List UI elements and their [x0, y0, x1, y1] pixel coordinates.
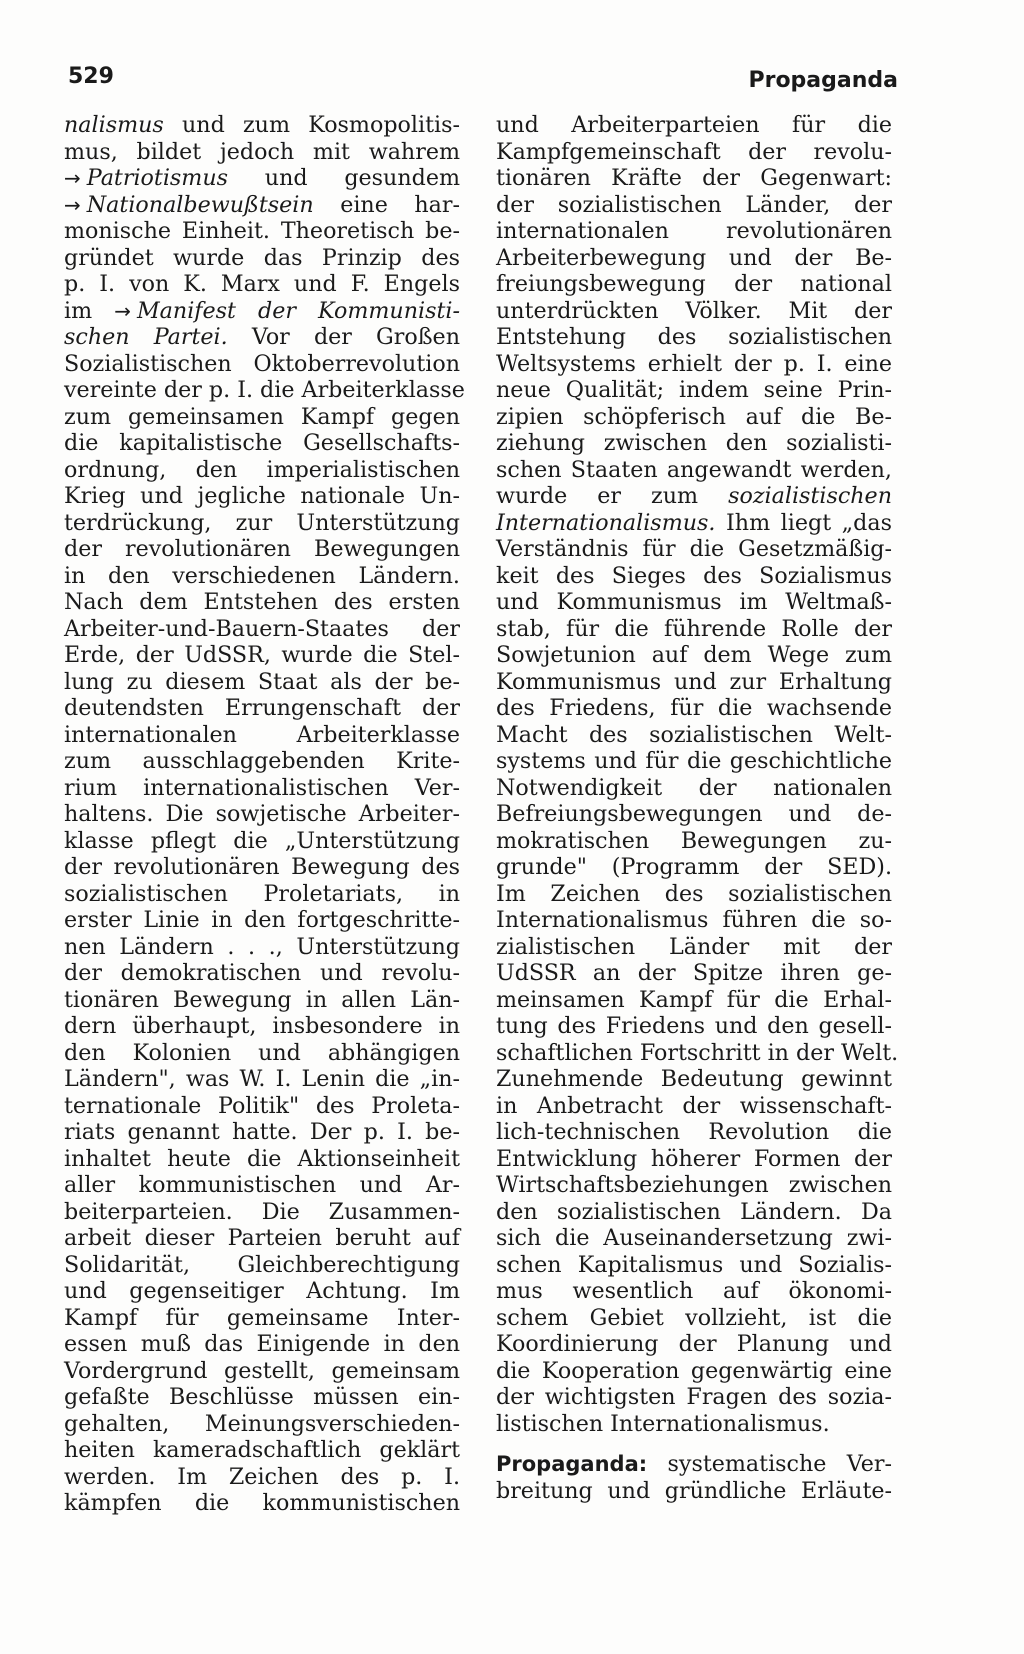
text-line: Macht des sozialistischen Welt-	[496, 721, 892, 748]
text-line: tionären Kräfte der Gegenwart:	[496, 165, 892, 191]
text-line: mus, bildet jedoch mit wahrem	[64, 138, 460, 165]
text-line: stab, für die führende Rolle der	[496, 615, 892, 642]
text-line: und Arbeiterparteien für die	[496, 112, 892, 138]
text-line: internationalen Arbeiterklasse	[64, 721, 460, 748]
text-line: erster Linie in den fortgeschritte-	[64, 907, 460, 933]
entry-headword: Propaganda:	[496, 1452, 648, 1476]
text-line: Wirtschaftsbeziehungen zwischen	[496, 1172, 892, 1198]
page-number: 529	[68, 64, 114, 89]
text-line: Arbeiterbewegung und der Be-	[496, 244, 892, 271]
text-line: ziehung zwischen den sozialisti-	[496, 430, 892, 456]
text-line: → Nationalbewußtsein eine har-	[64, 191, 460, 218]
arrow-right-icon: →	[114, 298, 131, 323]
text-line: Zunehmende Bedeutung gewinnt	[496, 1066, 892, 1092]
text-line: der wichtigsten Fragen des sozia-	[496, 1384, 892, 1410]
text-line: Im Zeichen des sozialistischen	[496, 880, 892, 907]
text-line: Internationalismus führen die so-	[496, 907, 892, 933]
cross-reference: Nationalbewußtsein	[86, 191, 314, 218]
text-line: gründet wurde das Prinzip des	[64, 244, 460, 271]
entry-line: Propaganda: systematische Ver-	[496, 1451, 892, 1477]
text-line: zipien schöpferisch auf die Be-	[496, 403, 892, 430]
text-line: werden. Im Zeichen des p. I.	[64, 1463, 460, 1490]
text-line: Kampf für gemeinsame Inter-	[64, 1304, 460, 1331]
left-column	[64, 112, 465, 1517]
text-line: schen Partei. Vor der Großen	[64, 324, 460, 350]
text-line: neue Qualität; indem seine Prin-	[496, 377, 892, 403]
text-line: systems und für die geschichtliche	[496, 748, 892, 774]
text-line: Notwendigkeit der nationalen	[496, 774, 892, 801]
text-line: zum gemeinsamen Kampf gegen	[64, 403, 460, 430]
text-line: des Friedens, für die wachsende	[496, 695, 892, 721]
text-line: haltens. Die sowjetische Arbeiter-	[64, 801, 460, 827]
text-line: ordnung, den imperialistischen	[64, 456, 460, 483]
right-column	[496, 112, 899, 1504]
text-line: p. I. von K. Marx und F. Engels	[64, 271, 460, 297]
text-line: gefaßte Beschlüsse müssen ein-	[64, 1384, 460, 1410]
text-line: zialistischen Länder mit der	[496, 933, 892, 960]
text-line: listischen Internationalismus.	[496, 1410, 830, 1437]
paragraph-spacer	[496, 1437, 892, 1451]
text-line: vereinte der p. I. die Arbeiterklasse	[64, 377, 465, 403]
text-line: Sowjetunion auf dem Wege zum	[496, 642, 892, 668]
text-line: Sozialistischen Oktoberrevolution	[64, 350, 460, 377]
text-line: Internationalismus. Ihm liegt „das	[496, 509, 892, 536]
text-line: den Kolonien und abhängigen	[64, 1039, 460, 1066]
italic-term: sozialistischen	[728, 483, 892, 509]
text-line: in Anbetracht der wissenschaft-	[496, 1092, 892, 1119]
text-line: dern überhaupt, insbesondere in	[64, 1013, 460, 1039]
cross-reference: Manifest der Kommunisti-	[136, 297, 460, 324]
text-line: Kampfgemeinschaft der revolu-	[496, 138, 892, 165]
text-line: schaftlichen Fortschritt in der Welt.	[496, 1039, 899, 1066]
text-line: inhaltet heute die Aktionseinheit	[64, 1145, 460, 1172]
running-head	[68, 58, 898, 98]
text-line: den sozialistischen Ländern. Da	[496, 1198, 892, 1225]
text-line: keit des Sieges des Sozialismus	[496, 562, 892, 589]
text-line: gehalten, Meinungsverschieden-	[64, 1410, 460, 1437]
text-line: nalismus und zum Kosmopolitis-	[64, 112, 460, 138]
text-line: sich die Auseinandersetzung zwi-	[496, 1225, 892, 1251]
text-line: schem Gebiet vollzieht, ist die	[496, 1304, 892, 1331]
text-line: terdrückung, zur Unterstützung	[64, 509, 460, 536]
text-line: kämpfen die kommunistischen	[64, 1490, 460, 1516]
text-line: zum ausschlaggebenden Krite-	[64, 748, 460, 774]
text-line: essen muß das Einigende in den	[64, 1331, 460, 1357]
text-line: klasse pflegt die „Unterstützung	[64, 827, 460, 854]
text-line: der demokratischen und revolu-	[64, 960, 460, 986]
text-line: mus wesentlich auf ökonomi-	[496, 1278, 892, 1304]
arrow-right-icon: →	[64, 166, 81, 190]
text-line: unterdrückten Völker. Mit der	[496, 297, 892, 324]
text-line: rium internationalistischen Ver-	[64, 774, 460, 801]
text-line: und Kommunismus im Weltmaß-	[496, 589, 892, 615]
text-line: Arbeiter-und-Bauern-Staates der	[64, 615, 460, 642]
text-line: wurde er zum sozialistischen	[496, 483, 892, 509]
text-line: Weltsystems erhielt der p. I. eine	[496, 350, 892, 377]
text-line: Entstehung des sozialistischen	[496, 324, 892, 350]
text-line: ternationale Politik" des Proleta-	[64, 1092, 460, 1119]
text-line: Vordergrund gestellt, gemeinsam	[64, 1357, 460, 1384]
text-line: aller kommunistischen und Ar-	[64, 1172, 460, 1198]
text-line: und gegenseitiger Achtung. Im	[64, 1278, 460, 1304]
text-line: heiten kameradschaftlich geklärt	[64, 1437, 460, 1463]
text-line: internationalen revolutionären	[496, 218, 892, 244]
text-line: Verständnis für die Gesetzmäßig-	[496, 536, 892, 562]
text-line: riats genannt hatte. Der p. I. be-	[64, 1119, 460, 1145]
text-line: monische Einheit. Theoretisch be-	[64, 218, 460, 244]
text-line: lung zu diesem Staat als der be-	[64, 668, 460, 695]
text-line: Krieg und jegliche nationale Un-	[64, 483, 460, 509]
text-line: Nach dem Entstehen des ersten	[64, 589, 460, 615]
text-line: tung des Friedens und den gesell-	[496, 1013, 892, 1039]
text-line: im → Manifest der Kommunisti-	[64, 297, 460, 324]
text-line: der revolutionären Bewegung des	[64, 854, 460, 880]
text-line: Solidarität, Gleichberechtigung	[64, 1251, 460, 1278]
text-line: mokratischen Bewegungen zu-	[496, 827, 892, 854]
text-line: Ländern", was W. I. Lenin die „in-	[64, 1066, 460, 1092]
text-line: meinsamen Kampf für die Erhal-	[496, 986, 892, 1013]
text-line: die kapitalistische Gesellschafts-	[64, 430, 460, 456]
italic-term: Internationalismus.	[496, 509, 716, 536]
text-line: in den verschiedenen Ländern.	[64, 562, 460, 589]
text-line: freiungsbewegung der national	[496, 271, 892, 297]
text-line: beiterparteien. Die Zusammen-	[64, 1198, 460, 1225]
text-line: Erde, der UdSSR, wurde die Stel-	[64, 642, 460, 668]
text-line: der sozialistischen Länder, der	[496, 191, 892, 218]
text-line: nen Ländern . . ., Unterstützung	[64, 933, 460, 960]
text-line: UdSSR an der Spitze ihren ge-	[496, 960, 892, 986]
section-title: Propaganda	[748, 68, 898, 93]
text-line: der revolutionären Bewegungen	[64, 536, 460, 562]
text-line: Koordinierung der Planung und	[496, 1331, 892, 1357]
text-line: schen Kapitalismus und Sozialis-	[496, 1251, 892, 1278]
text-line: Entwicklung höherer Formen der	[496, 1145, 892, 1172]
text-line: breitung und gründliche Erläute-	[496, 1477, 892, 1504]
text-line: tionären Bewegung in allen Län-	[64, 986, 460, 1013]
italic-term: nalismus	[64, 112, 164, 138]
text-line: lich-technischen Revolution die	[496, 1119, 892, 1145]
text-line: → Patriotismus und gesundem	[64, 165, 460, 191]
text-line: arbeit dieser Parteien beruht auf	[64, 1225, 460, 1251]
text-line: sozialistischen Proletariats, in	[64, 880, 460, 907]
arrow-right-icon: →	[64, 192, 81, 217]
text-line: grunde" (Programm der SED).	[496, 854, 892, 880]
text-line: deutendsten Errungenschaft der	[64, 695, 460, 721]
text-line: schen Staaten angewandt werden,	[496, 456, 892, 483]
text-line: Befreiungsbewegungen und de-	[496, 801, 892, 827]
text-line: Kommunismus und zur Erhaltung	[496, 668, 892, 695]
cross-reference: Patriotismus	[86, 165, 229, 191]
text-line: die Kooperation gegenwärtig eine	[496, 1357, 892, 1384]
